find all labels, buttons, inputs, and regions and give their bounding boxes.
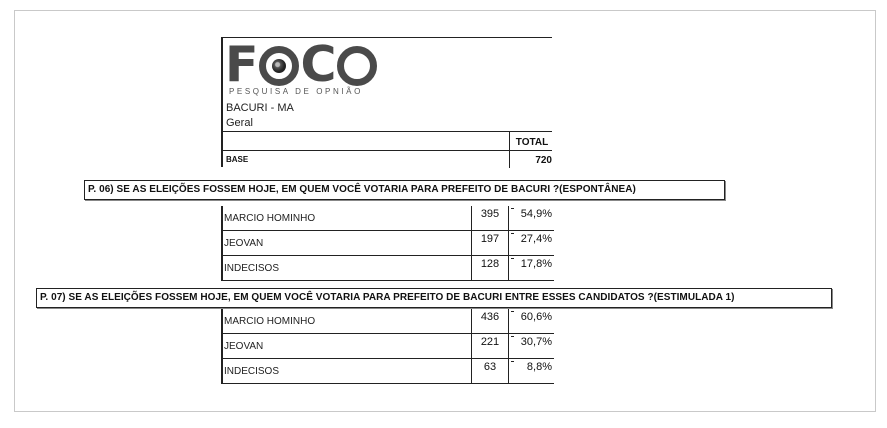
candidate-name: MARCIO HOMINHO xyxy=(221,206,469,230)
vote-percent: 54,9% xyxy=(511,206,552,230)
candidate-name: JEOVAN xyxy=(221,334,469,358)
total-column-header: TOTAL xyxy=(515,137,549,148)
base-row xyxy=(221,131,552,167)
report-header xyxy=(221,37,552,131)
question-07-title: P. 07) SE AS ELEIÇÕES FOSSEM HOJE, EM QUEM VOCÊ VOTARIA PARA PREFEITO DE BACURI ENTRE ESSES CANDIDATOS ?(ESTIMULADA 1) xyxy=(36,288,832,308)
table-row xyxy=(221,309,554,334)
candidate-name: INDECISOS xyxy=(221,256,469,280)
vote-count: 63 xyxy=(471,359,509,383)
table-row xyxy=(221,231,554,256)
vote-count: 395 xyxy=(471,206,509,230)
logo-letter-c: C xyxy=(300,36,337,93)
vote-percent: 17,8% xyxy=(511,256,552,280)
logo-letter-f: F xyxy=(225,36,259,93)
vote-percent: 27,4% xyxy=(511,231,552,255)
logo-tagline: PESQUISA DE OPNIÃO xyxy=(229,87,363,96)
question-07-results xyxy=(221,309,554,384)
vote-count: 128 xyxy=(471,256,509,280)
base-value: 720 xyxy=(535,155,552,166)
vote-percent: 30,7% xyxy=(511,334,552,358)
vote-percent: 8,8% xyxy=(511,359,552,383)
table-row xyxy=(221,256,554,281)
vote-count: 197 xyxy=(471,231,509,255)
location-label: BACURI - MA xyxy=(226,102,294,114)
table-row xyxy=(221,334,554,359)
question-06-results xyxy=(221,206,554,281)
candidate-name: INDECISOS xyxy=(221,359,469,383)
logo-letter-o xyxy=(337,46,377,86)
table-row xyxy=(221,206,554,231)
vote-count: 221 xyxy=(471,334,509,358)
vote-percent: 60,6% xyxy=(511,309,552,333)
scope-label: Geral xyxy=(226,117,253,129)
candidate-name: MARCIO HOMINHO xyxy=(221,309,469,333)
question-06-title: P. 06) SE AS ELEIÇÕES FOSSEM HOJE, EM QUEM VOCÊ VOTARIA PARA PREFEITO DE BACURI ?(ESPONTÂNEA) xyxy=(84,180,725,200)
table-row xyxy=(221,359,554,384)
base-label: BASE xyxy=(226,155,249,164)
vote-count: 436 xyxy=(471,309,509,333)
camera-lens-icon xyxy=(259,46,299,86)
row-divider xyxy=(223,150,552,151)
candidate-name: JEOVAN xyxy=(221,231,469,255)
